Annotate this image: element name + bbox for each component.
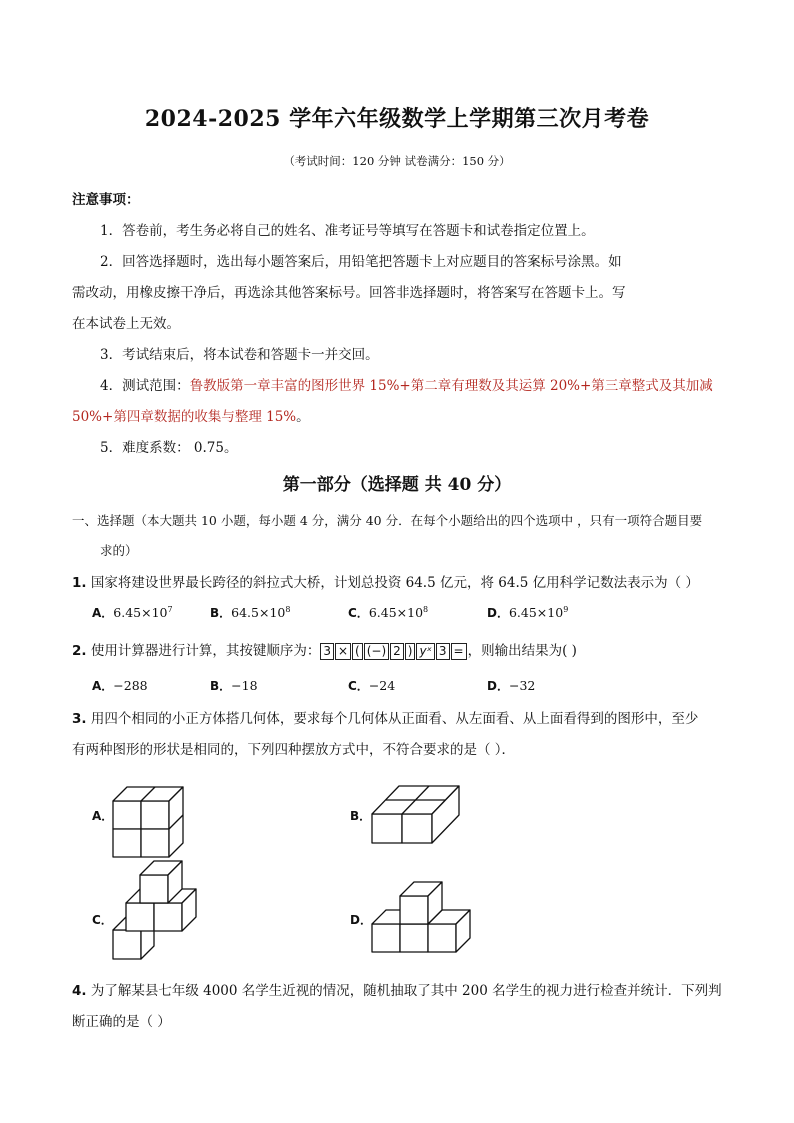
notice-item-3: 3．考试结束后，将本试卷和答题卡一并交回。 <box>100 347 379 363</box>
question-3-number: 3. <box>72 711 87 727</box>
notice-item-4-prefix: 4．测试范围： <box>100 378 190 394</box>
calculator-key: 2 <box>390 643 404 660</box>
section-intro-line-2: 求的） <box>100 543 138 558</box>
option-label: A． <box>92 679 114 693</box>
question-4-number: 4. <box>72 983 87 999</box>
calculator-key: 3 <box>320 643 334 660</box>
notice-item-5: 5．难度系数： 0.75。 <box>100 440 238 456</box>
option-exponent: 9 <box>563 604 569 614</box>
calculator-key: 3 <box>436 643 450 660</box>
notice-item-2-line-2: 需改动，用橡皮擦干净后，再选涂其他答案标号。回答非选择题时，将答案写在答题卡上。写 <box>72 285 626 301</box>
question-3-option-b-label[interactable]: B． <box>350 809 372 823</box>
figure-d-cubes <box>372 882 470 952</box>
calculator-key: = <box>451 643 467 660</box>
section-intro-line-1: 一、选择题（本大题共 10 小题，每小题 4 分，满分 40 分．在每个小题给出的四个选项中 ，只有一项符合题目要 <box>72 513 703 528</box>
option-label: D． <box>487 606 509 620</box>
question-2-text-before: 使用计算器进行计算，其按键顺序为： <box>90 643 321 659</box>
question-3-stem-line-2: 有两种图形的形状是相同的，下列四种摆放方式中，不符合要求的是（ ）． <box>72 742 516 758</box>
calculator-key: (−) <box>364 643 389 660</box>
option-label: C． <box>348 606 369 620</box>
question-1-text: 国家将建设世界最长跨径的斜拉式大桥，计划总投资 64.5 亿元，将 64.5 亿用科学记数法表示为（ ） <box>90 575 699 591</box>
question-3-option-c-label[interactable]: C． <box>92 913 113 927</box>
notice-item-4-suffix: 。 <box>296 409 310 425</box>
option-value: 6.45×10 <box>508 605 564 620</box>
figure-c-cubes <box>113 861 196 959</box>
option-label: B． <box>210 606 232 620</box>
question-4-stem-line-1 <box>72 979 722 999</box>
question-3-option-d-label[interactable]: D． <box>350 913 372 927</box>
option-exponent: 8 <box>285 604 291 614</box>
question-1-number: 1. <box>72 575 87 591</box>
section-title: 第一部分（选择题 共 40 分） <box>282 475 512 495</box>
question-4-text: 为了解某县七年级 4000 名学生近视的情况，随机抽取了其中 200 名学生的视力进行检查并统计．下列判 <box>90 983 722 999</box>
option-label: B． <box>210 679 232 693</box>
question-2-number: 2. <box>72 643 87 659</box>
option-value: −18 <box>231 678 258 693</box>
figure-a-cubes <box>113 787 183 857</box>
exam-subtitle: （考试时间：120 分钟 试卷满分：150 分） <box>283 154 511 168</box>
exam-title: 2024-2025 学年六年级数学上学期第三次月考卷 <box>144 106 650 132</box>
calculator-key: × <box>335 643 351 660</box>
option-exponent: 7 <box>167 604 173 614</box>
question-2-text-after: ，则输出结果为( ) <box>467 643 577 659</box>
option-value: 64.5×10 <box>231 605 286 620</box>
notice-item-2-line-1: 2．回答选择题时，选出每小题答案后，用铅笔把答题卡上对应题目的答案标号涂黑。如 <box>100 254 622 270</box>
figure-b-cubes <box>372 786 459 843</box>
option-value: 6.45×10 <box>368 605 424 620</box>
option-exponent: 8 <box>423 604 429 614</box>
notice-item-2-line-3: 在本试卷上无效。 <box>72 316 180 332</box>
calculator-key: ( <box>352 643 363 660</box>
notice-item-4-scope-cont: 50%+第四章数据的收集与整理 15% <box>72 409 297 425</box>
notice-item-4-scope: 鲁教版第一章丰富的图形世界 15%+第二章有理数及其运算 20%+第三章整式及其加减 <box>189 378 713 394</box>
option-label: C． <box>348 679 369 693</box>
notice-heading: 注意事项： <box>72 192 140 208</box>
question-4-stem-line-2: 断正确的是（ ） <box>72 1014 171 1030</box>
question-3-text: 用四个相同的小正方体搭几何体，要求每个几何体从正面看、从左面看、从上面看得到的图形中，至少 <box>90 711 699 727</box>
option-value: −32 <box>508 678 536 693</box>
option-value: −288 <box>113 678 148 693</box>
option-value: 6.45×10 <box>113 605 168 620</box>
option-value: −24 <box>368 678 396 693</box>
calculator-key: ) <box>405 643 416 660</box>
option-label: A． <box>92 606 114 620</box>
option-label: D． <box>487 679 509 693</box>
calculator-key: yˣ <box>416 643 434 660</box>
question-3-option-a-label[interactable]: A． <box>92 809 114 823</box>
notice-item-1: 1．答卷前，考生务必将自己的姓名、准考证号等填写在答题卡和试卷指定位置上。 <box>100 223 595 239</box>
